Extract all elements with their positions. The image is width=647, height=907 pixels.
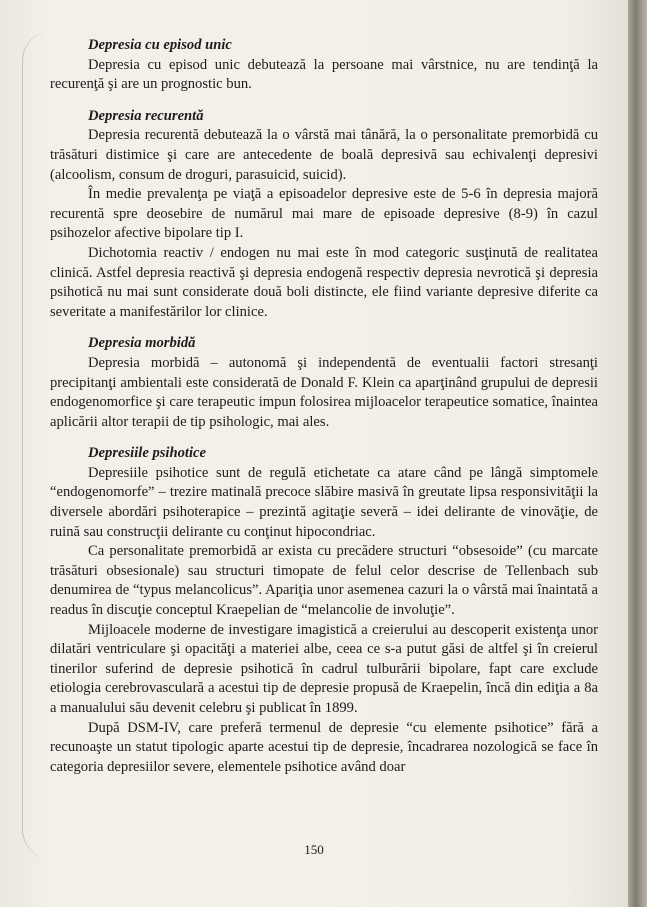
section-heading-morbida: Depresia morbidă bbox=[88, 335, 196, 352]
section-heading-episod-unic: Depresia cu episod unic bbox=[88, 37, 232, 53]
paragraph: Depresia recurentă debutează la o vârstă mai tânără, la o personalitate premorbidă cu trăsături distimice şi care are antecedente de boală depresivă sau echivalenţi depresivi (alcoolism, consum de droguri, parasuicid, suicid). bbox=[50, 127, 598, 183]
page-binding-edge bbox=[628, 0, 647, 907]
page-number: 150 bbox=[304, 842, 324, 857]
paragraph: Ca personalitate premorbidă ar exista cu precădere structuri “obsesoide” (cu marcate trăsături obsesionale) sau structuri timopate de felul celor descrise de Tellenbach sub denumirea de “typus melancolicus”. Apariţia unor asemenea cazuri la o vârstă mai înaintată a readus în discuţie conceptul Kraepelian de “melancolie de involuţie”. bbox=[50, 543, 598, 619]
paragraph: Dichotomia reactiv / endogen nu mai este în mod categoric susţinută de realitatea clinică. Astfel depresia reactivă şi depresia endogenă respectiv depresia nevrotică şi depresia psihotică nu mai sunt considerate două boli distincte, ele fiind variante depresive diferite ca severitate a manifestărilor lor clinice. bbox=[50, 244, 598, 320]
paragraph: Mijloacele moderne de investigare imagistică a creierului au descoperit existenţa unor dilatări ventriculare şi opacităţi a materiei albe, ceea ce s-a putut găsi de altfel şi în creierul tinerilor suferind de depresie psihotică în cadrul tulburării bipolare, fapt care exclude etiologia cerebrovasculară a acestui tip de depresie propusă de Kraepelin, încă din ediţia a 8a a manualului său devenit celebru şi publicat în 1899. bbox=[50, 621, 598, 716]
section-heading-recurenta: Depresia recurentă bbox=[88, 107, 204, 124]
paragraph: Depresia morbidă – autonomă şi independentă de eventualii factori stresanţi precipitanţi ambientali este considerată de Donald F. Klein ca aparţinând grupului de depresii endogenomorfice şi care terapeutic impun folosirea mijloacelor terapeutice somatice, înaintea aplicării altor terapii de tip psihologic, mai ales. bbox=[50, 354, 598, 430]
page-curvature bbox=[22, 30, 53, 860]
page-text bbox=[50, 36, 598, 777]
section-heading-psihotice: Depresiile psihotice bbox=[88, 445, 206, 462]
paragraph: Depresia cu episod unic debutează la persoane mai vârstnice, nu are tendinţă la recurenţă şi are un prognostic bun. bbox=[50, 56, 598, 93]
paragraph: În medie prevalenţa pe viaţă a episoadelor depresive este de 5-6 în depresia majoră recurentă spre deosebire de numărul mai mare de episoade depresive (8-9) în cazul psihozelor afective bipolare tip I. bbox=[50, 186, 598, 242]
paragraph: După DSM-IV, care preferă termenul de depresie “cu elemente psihotice” fără a recunoaşte un statut tipologic aparte acestui tip de depresie, încadrarea nozologică se face în categoria depresiilor severe, elementele psihotice având doar bbox=[50, 719, 598, 775]
paragraph: Depresiile psihotice sunt de regulă etichetate ca atare când pe lângă simptomele “endogenomorfe” – trezire matinală precoce slăbire masivă în greutate lipsa responsivităţii la diversele abordări psihoterapice – prezintă agitaţie severă – idei delirante de vinovăţie, de ruină sau construcţii delirante cu conţinut hipocondriac. bbox=[50, 464, 598, 540]
